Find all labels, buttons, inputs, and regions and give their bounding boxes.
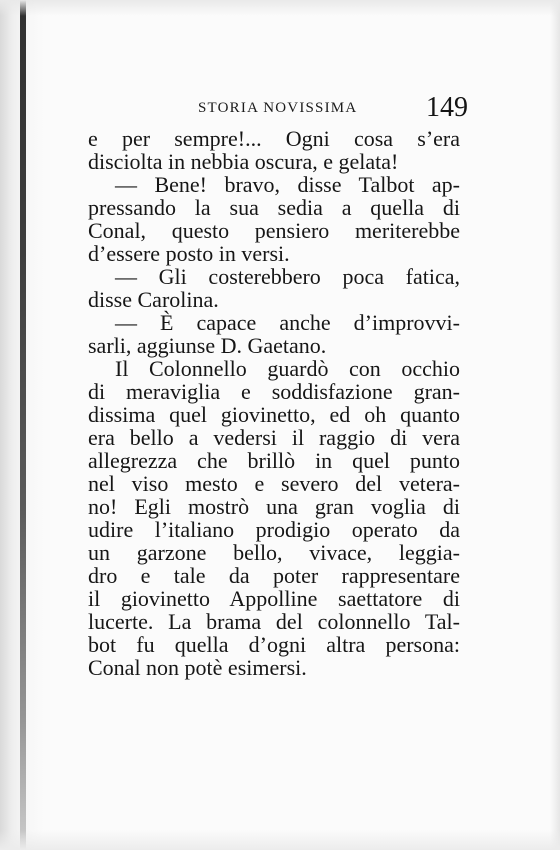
text-line: pressando la sua sedia a quella di	[88, 195, 460, 220]
text-line: lucerte. La brama del colonnello Tal-	[88, 609, 460, 634]
text-line: Conal non potè esimersi.	[88, 655, 307, 680]
text-line: Il Colonnello guardò con occhio	[115, 356, 460, 381]
text-line: — Gli costerebbero poca fatica,	[115, 264, 460, 289]
page-number: 149	[426, 92, 468, 123]
bottom-edge-shadow	[0, 830, 560, 850]
text-line: Conal, questo pensiero meriterebbe	[88, 218, 460, 243]
body-text	[88, 127, 460, 679]
text-line: bot fu quella d’ogni altra persona:	[88, 632, 460, 657]
running-title: STORIA NOVISSIMA	[198, 100, 358, 116]
text-line: il giovinetto Appolline saettatore di	[88, 586, 460, 611]
text-line: dro e tale da poter rappresentare	[88, 563, 460, 588]
page-header	[0, 92, 560, 128]
text-line: sarli, aggiunse D. Gaetano.	[88, 333, 327, 358]
text-line: — È capace anche d’improvvi-	[115, 310, 460, 335]
text-line: era bello a vedersi il raggio di vera	[88, 425, 460, 450]
text-line: allegrezza che brillò in quel punto	[88, 448, 460, 473]
text-line: udire l’italiano prodigio operato da	[88, 517, 460, 542]
text-line: — Bene! bravo, disse Talbot ap-	[115, 172, 460, 197]
text-line: nel viso mesto e severo del vetera-	[88, 471, 460, 496]
text-line: di meraviglia e soddisfazione gran-	[88, 379, 460, 404]
text-line: disciolta in nebbia oscura, e gelata!	[88, 149, 399, 174]
text-line: no! Egli mostrò una gran voglia di	[88, 494, 460, 519]
text-line: d’essere posto in versi.	[88, 241, 290, 266]
text-line: dissima quel giovinetto, ed oh quanto	[88, 402, 460, 427]
text-line: e per sempre!... Ogni cosa s’era	[88, 126, 460, 151]
text-line: disse Carolina.	[88, 287, 219, 312]
text-line: un garzone bello, vivace, leggia-	[88, 540, 460, 565]
top-edge-shadow	[0, 0, 560, 16]
